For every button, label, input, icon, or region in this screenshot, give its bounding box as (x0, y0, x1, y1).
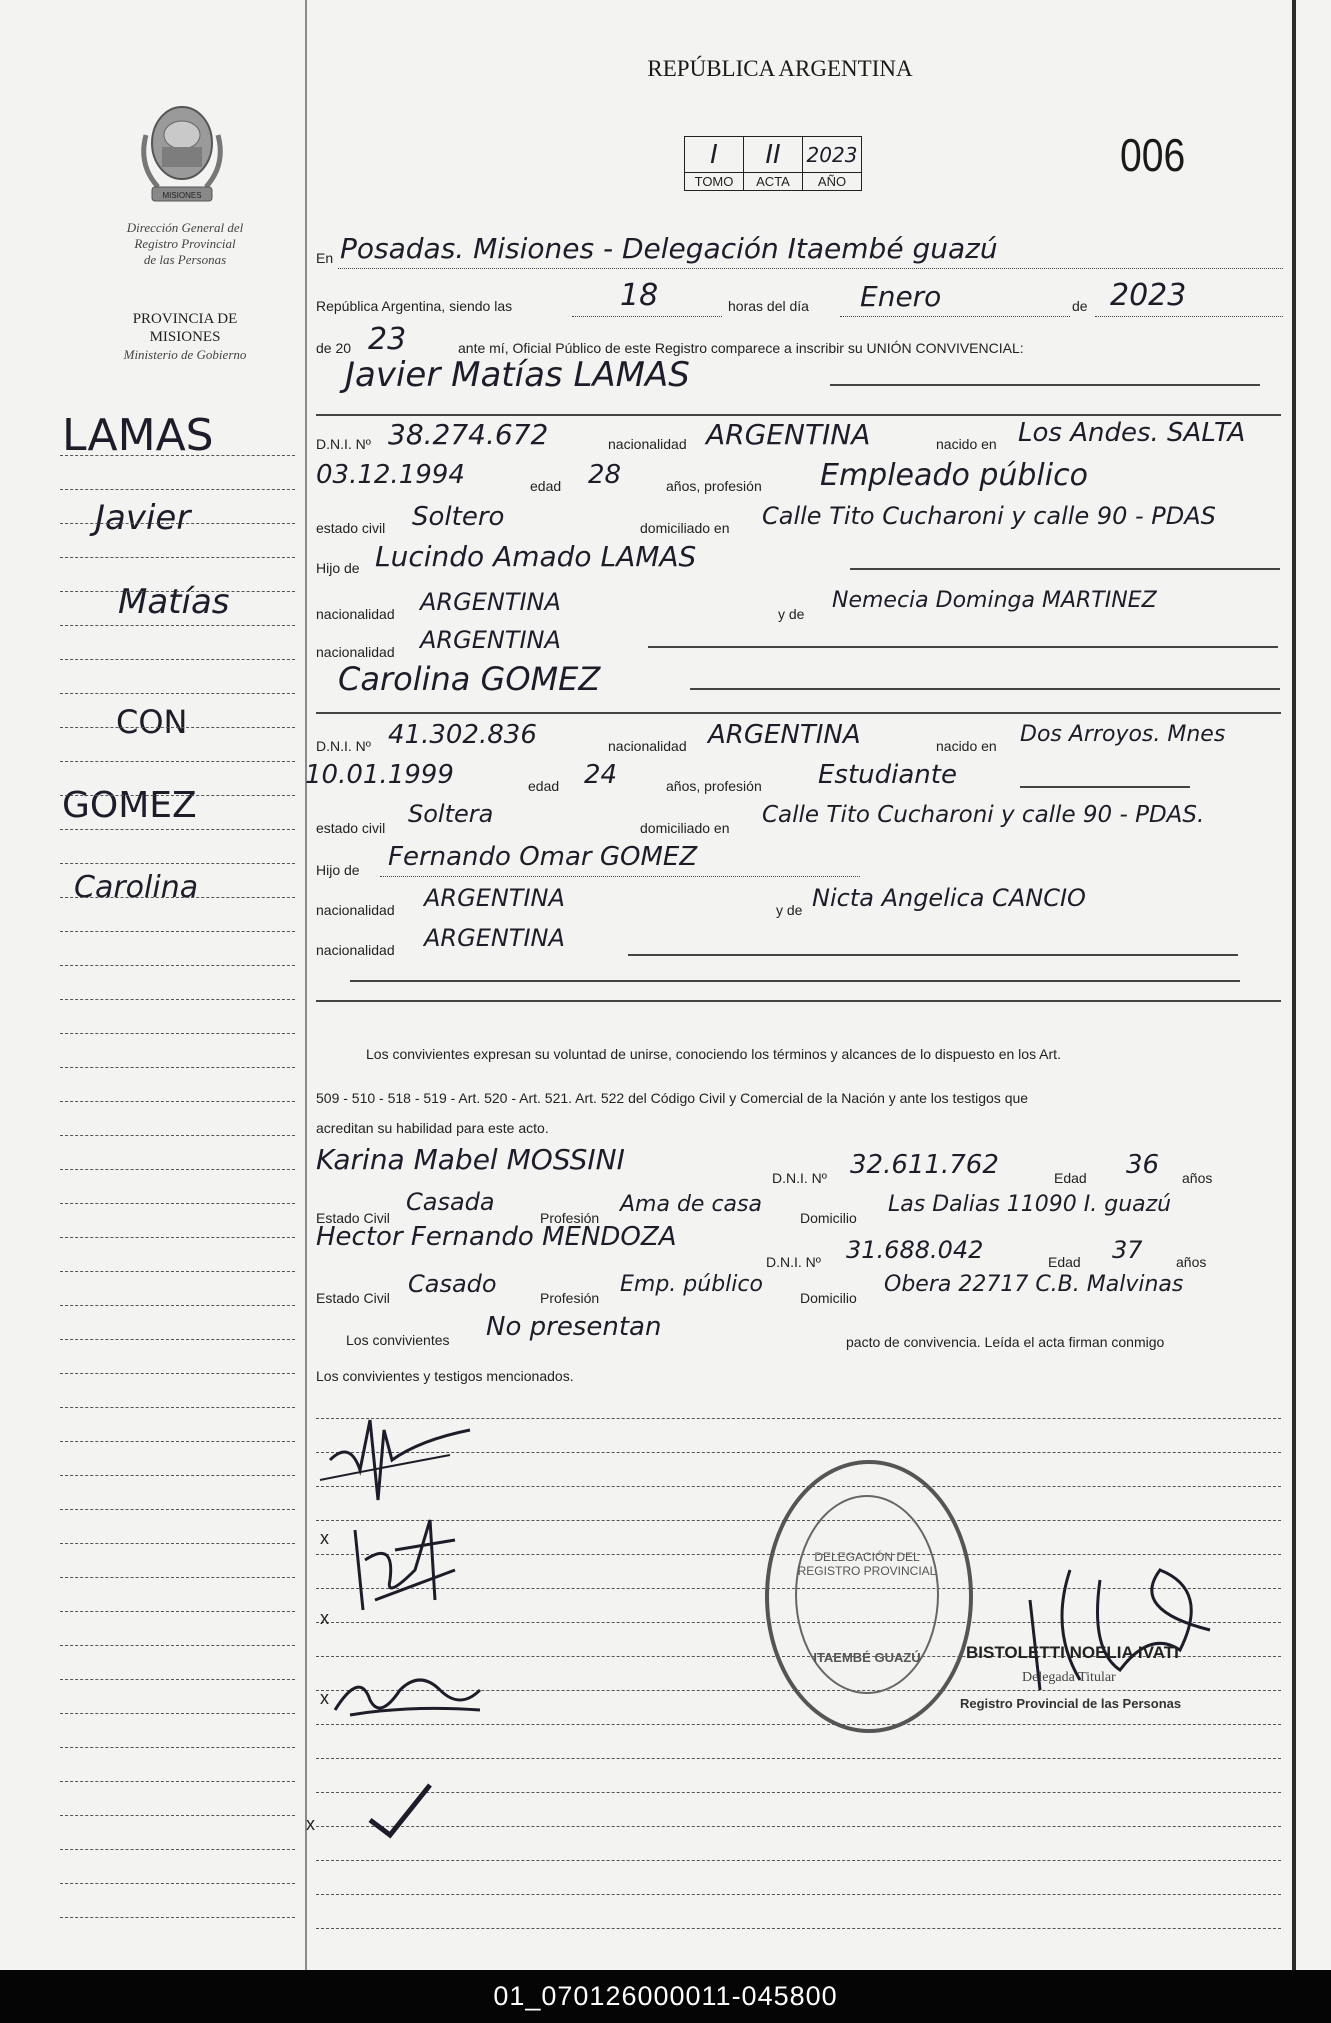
signature-rule (316, 1792, 1281, 1793)
fill-line (380, 876, 860, 877)
signature-2 (335, 1500, 485, 1620)
dom-label: domiciliado en (640, 820, 730, 836)
person1-birthplace: Los Andes. SALTA (1018, 418, 1246, 448)
civil-label: estado civil (316, 520, 386, 536)
section-rule (316, 414, 1281, 416)
tomo-value: I (685, 137, 744, 173)
edad-label: Edad (1054, 1170, 1087, 1186)
margin-rule (60, 1577, 295, 1578)
month-value: Enero (860, 280, 942, 313)
dom-label: Domicilio (800, 1210, 857, 1226)
hijo-label: Hijo de (316, 560, 360, 576)
margin-rule (60, 625, 295, 626)
nac-label: nacionalidad (316, 902, 395, 918)
legal-line-3: acreditan su habilidad para este acto. (316, 1120, 549, 1136)
margin-surname-1: LAMAS (62, 410, 214, 461)
anios-label: años (1182, 1170, 1213, 1186)
province-line: MISIONES (149, 329, 221, 345)
person2-full-name: Carolina GOMEZ (338, 660, 601, 698)
margin-rule (60, 1543, 295, 1544)
person1-mother: Nemecia Dominga MARTINEZ (832, 588, 1157, 613)
fill-line (690, 688, 1280, 690)
margin-rule (60, 1917, 295, 1918)
witness1-civil: Casada (406, 1188, 495, 1216)
x-mark: x (320, 1528, 329, 1548)
ministry-line: Ministerio de Gobierno (123, 347, 247, 362)
record-number: 006 (1120, 129, 1186, 181)
margin-rule (60, 659, 295, 660)
year-suffix: 23 (368, 322, 407, 357)
margin-name-1b: Matías (118, 582, 230, 622)
margin-rule (60, 1373, 295, 1374)
margin-rule (60, 1679, 295, 1680)
dom-label: Domicilio (800, 1290, 857, 1306)
anio-value: 2023 (803, 137, 862, 173)
person2-civil: Soltera (408, 800, 494, 828)
signature-rule (316, 1894, 1281, 1895)
fill-line (840, 316, 1070, 317)
edad-label: edad (530, 478, 562, 494)
witness1-address: Las Dalias 11090 I. guazú (888, 1192, 1172, 1217)
person1-address: Calle Tito Cucharoni y calle 90 - PDAS (762, 502, 1216, 530)
x-mark: x (320, 1608, 329, 1628)
person2-mother-nationality: ARGENTINA (424, 924, 565, 952)
prof-label: años, profesión (666, 478, 762, 494)
signature-3 (330, 1660, 490, 1730)
margin-rule (60, 1645, 295, 1646)
person2-birthdate: 10.01.1999 (305, 760, 454, 790)
nac-label: nacionalidad (316, 606, 395, 622)
de20-label: de 20 (316, 340, 352, 356)
margin-divider (305, 0, 307, 1970)
fill-line (628, 954, 1238, 956)
section-rule (316, 712, 1281, 714)
nac-label: nacionalidad (608, 436, 687, 452)
margin-rule (60, 1339, 295, 1340)
agency-line: de las Personas (143, 252, 227, 267)
margin-rule (60, 761, 295, 762)
civil-label: estado civil (316, 820, 386, 836)
section-rule (316, 1000, 1281, 1002)
margin-rule (60, 795, 295, 796)
person1-full-name: Javier Matías LAMAS (345, 355, 690, 395)
margin-rule (60, 1407, 295, 1408)
anio-label: AÑO (803, 173, 862, 191)
margin-rule (60, 999, 295, 1000)
person1-profession: Empleado público (820, 458, 1088, 493)
officer-text: ante mí, Oficial Público de este Registro comparece a inscribir su UNIÓN CONVIVENCIAL: (458, 340, 1024, 356)
nac-label: nacionalidad (608, 738, 687, 754)
officer-name: BISTOLETTI NOELIA IVATI (966, 1643, 1179, 1662)
edad-label: edad (528, 778, 560, 794)
person1-dni: 38.274.672 (388, 418, 549, 451)
signature-4 (360, 1780, 440, 1840)
margin-rule (60, 1713, 295, 1714)
dni-label: D.N.I. Nº (316, 436, 371, 452)
margin-rule (60, 897, 295, 898)
tomo-acta-box (684, 136, 862, 191)
signature-rule (316, 1928, 1281, 1929)
x-mark: x (306, 1814, 315, 1834)
hour-value: 18 (620, 278, 659, 313)
stamp-text-top: DELEGACIÓN DEL REGISTRO PROVINCIAL (797, 1550, 937, 1578)
margin-rule (60, 1475, 295, 1476)
edad-label: Edad (1048, 1254, 1081, 1270)
dni-label: D.N.I. Nº (316, 738, 371, 754)
margin-rule (60, 1169, 295, 1170)
margin-rule (60, 1237, 295, 1238)
prof-label: Profesión (540, 1210, 600, 1226)
witness2-name: Hector Fernando MENDOZA (316, 1222, 677, 1252)
margin-rule (60, 1033, 295, 1034)
hijo-label: Hijo de (316, 862, 360, 878)
witness2-civil: Casado (408, 1270, 497, 1298)
person1-mother-nationality: ARGENTINA (420, 626, 561, 654)
horas-label: horas del día (728, 298, 809, 314)
country-title: REPÚBLICA ARGENTINA (647, 56, 913, 81)
margin-rule (60, 1441, 295, 1442)
margin-rule (60, 1849, 295, 1850)
margin-rule (60, 1305, 295, 1306)
dni-label: D.N.I. Nº (772, 1170, 827, 1186)
acta-value: II (744, 137, 803, 173)
person2-profession: Estudiante (818, 760, 957, 790)
person2-father-nationality: ARGENTINA (424, 884, 565, 912)
margin-rule (60, 863, 295, 864)
margin-name-1a: Javier (95, 498, 191, 538)
coat-of-arms-emblem (138, 95, 226, 213)
tomo-label: TOMO (685, 173, 744, 191)
prof-label: Profesión (540, 1290, 600, 1306)
person2-father: Fernando Omar GOMEZ (388, 842, 698, 872)
margin-rule (60, 1781, 295, 1782)
svg-text:MISIONES: MISIONES (162, 191, 202, 200)
pact-text: pacto de convivencia. Leída el acta firman conmigo (846, 1334, 1165, 1350)
signature-rule (316, 1758, 1281, 1759)
fill-line (1020, 786, 1190, 788)
dni-label: D.N.I. Nº (766, 1254, 821, 1270)
person2-birthplace: Dos Arroyos. Mnes (1020, 722, 1226, 747)
en-label: En (316, 250, 334, 266)
margin-name-2: Carolina (74, 870, 199, 905)
fill-line (572, 316, 722, 317)
margin-rule (60, 1203, 295, 1204)
agency-line: Dirección General del (126, 220, 244, 235)
pact-value: No presentan (486, 1312, 662, 1342)
margin-rule (60, 1747, 295, 1748)
agency-line: Registro Provincial (134, 236, 236, 251)
legal-line-2: 509 - 510 - 518 - 519 - Art. 520 - Art. 521. Art. 522 del Código Civil y Comercial de la Nación y ante los testigos que (316, 1090, 1029, 1106)
civil-label: Estado Civil (316, 1210, 390, 1226)
margin-rule (60, 1509, 295, 1510)
witness1-profession: Ama de casa (620, 1192, 762, 1217)
nacido-label: nacido en (936, 436, 997, 452)
witness1-dni: 32.611.762 (850, 1150, 999, 1180)
fill-line (338, 268, 1283, 269)
civil-label: Estado Civil (316, 1290, 390, 1306)
margin-rule (60, 523, 295, 524)
nac-label: nacionalidad (316, 644, 395, 660)
margin-rule (60, 1135, 295, 1136)
officer-title: Delegada Titular (1022, 1670, 1116, 1685)
fill-line (850, 568, 1280, 570)
province-name (75, 310, 295, 364)
closing-line-2: Los convivientes y testigos mencionados. (316, 1368, 574, 1384)
witness2-profession: Emp. público (620, 1272, 763, 1297)
yde-label: y de (776, 902, 803, 918)
x-mark: x (320, 1688, 329, 1708)
fill-line (648, 646, 1278, 648)
place: Posadas. Misiones - Delegación Itaembé guazú (340, 232, 998, 265)
witness2-age: 37 (1112, 1236, 1143, 1264)
person1-age: 28 (588, 460, 622, 490)
margin-rule (60, 591, 295, 592)
person2-dni: 41.302.836 (388, 720, 537, 750)
person2-age: 24 (584, 760, 618, 790)
person2-address: Calle Tito Cucharoni y calle 90 - PDAS. (762, 802, 1205, 828)
margin-rule (60, 1815, 295, 1816)
margin-rule (60, 727, 295, 728)
person1-nationality: ARGENTINA (706, 418, 871, 451)
margin-surname-2: GOMEZ (62, 785, 197, 826)
fill-line (350, 980, 1240, 982)
officer-org: Registro Provincial de las Personas (960, 1696, 1182, 1711)
dom-label: domiciliado en (640, 520, 730, 536)
conv-label: Los convivientes (346, 1332, 450, 1348)
prof-label: años, profesión (666, 778, 762, 794)
person2-nationality: ARGENTINA (708, 720, 861, 750)
page-edge (1292, 0, 1296, 1970)
margin-rule (60, 829, 295, 830)
margin-rule (60, 1067, 295, 1068)
margin-rule (60, 1271, 295, 1272)
witness1-name: Karina Mabel MOSSINI (316, 1143, 625, 1176)
witness1-age: 36 (1126, 1150, 1160, 1180)
agency-name (75, 220, 295, 268)
legal-line-1: Los convivientes expresan su voluntad de unirse, conociendo los términos y alcances de lo dispuesto en los Art. (366, 1046, 1061, 1062)
margin-rule (60, 931, 295, 932)
province-line: PROVINCIA DE (132, 311, 238, 327)
nacido-label: nacido en (936, 738, 997, 754)
year-value: 2023 (1110, 278, 1187, 313)
person1-civil: Soltero (412, 502, 505, 532)
person1-birthdate: 03.12.1994 (316, 460, 465, 490)
margin-rule (60, 1883, 295, 1884)
fill-line (1095, 316, 1283, 317)
person2-mother: Nicta Angelica CANCIO (812, 884, 1086, 912)
margin-rule (60, 455, 295, 456)
signature-rule (316, 1860, 1281, 1861)
margin-conjunction: CON (116, 703, 188, 741)
signature-rule (316, 1826, 1281, 1827)
margin-rule (60, 965, 295, 966)
witness2-dni: 31.688.042 (846, 1236, 984, 1264)
stamp-text-bottom: ITAEMBÉ GUAZÚ (813, 1650, 921, 1665)
witness2-address: Obera 22717 C.B. Malvinas (884, 1272, 1184, 1297)
file-id-footer: 01_070126000011-045800 (0, 1970, 1331, 2023)
fill-line (830, 384, 1260, 386)
margin-rule (60, 489, 295, 490)
de-label: de (1072, 298, 1088, 314)
anios-label: años (1176, 1254, 1207, 1270)
rep-label: República Argentina, siendo las (316, 298, 513, 314)
margin-rule (60, 557, 295, 558)
yde-label: y de (778, 606, 805, 622)
person1-father-nationality: ARGENTINA (420, 588, 561, 616)
acta-label: ACTA (744, 173, 803, 191)
person1-father: Lucindo Amado LAMAS (375, 540, 697, 573)
margin-rule (60, 1611, 295, 1612)
nac-label: nacionalidad (316, 942, 395, 958)
margin-rule (60, 693, 295, 694)
margin-rule (60, 1101, 295, 1102)
